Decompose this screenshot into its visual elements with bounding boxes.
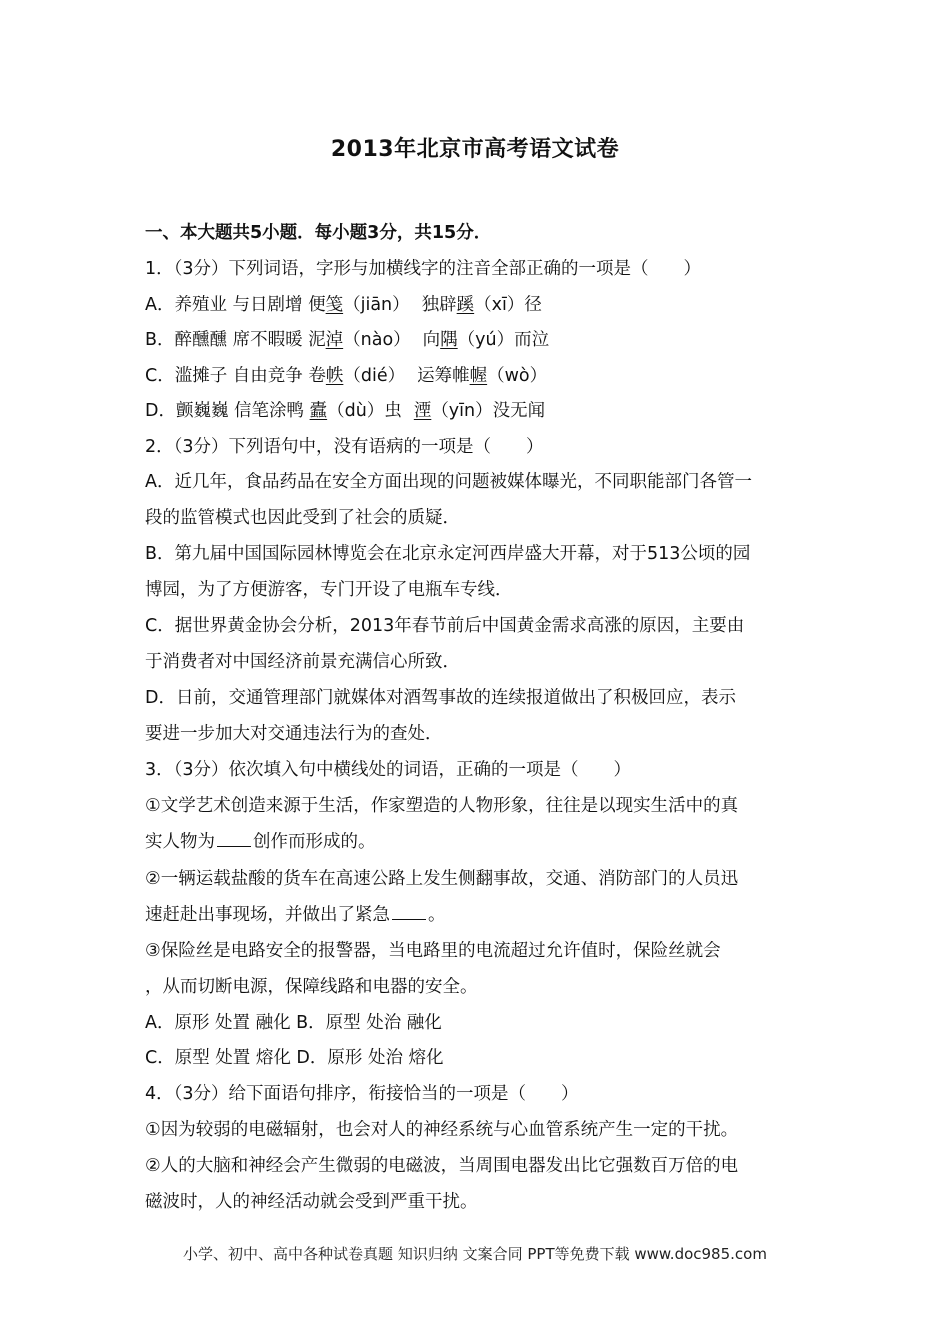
q3-sentence2-line2 <box>145 903 810 927</box>
q2-option-d-line2: 要进一步加大对交通违法行为的查处． <box>145 724 443 744</box>
q4-sentence2-line2: 磁波时，人的神经活动就会受到严重干扰。 <box>145 1192 478 1212</box>
q1-c-pinyin-2: （wò） <box>487 366 548 386</box>
q2-option-a-line1: A．近几年，食品药品在安全方面出现的问题被媒体曝光，不同职能部门各管一 <box>145 472 752 492</box>
q1-b-underlined-1: 淖 <box>325 330 344 350</box>
q3-sentence3-line1: ③保险丝是电路安全的报警器，当电路里的电流超过允许值时，保险丝就会 <box>145 941 721 961</box>
page-footer: 小学、初中、高中各种试卷真题 知识归纳 文案合同 PPT等免费下载 www.doc985.com <box>183 1245 767 1263</box>
q3-s1-pre: 实人物为 <box>145 832 215 852</box>
q3-sentence1-line2 <box>145 830 810 854</box>
q1-d-text: D．颤巍巍 信笔涂鸭 <box>145 401 310 421</box>
q1-a-pinyin-1: （jiān） <box>343 295 410 315</box>
q3-s2-post: 。 <box>428 905 446 925</box>
q3-sentence2-line1: ②一辆运载盐酸的货车在高速公路上发生侧翻事故，交通、消防部门的人员迅 <box>145 869 739 889</box>
q1-b-text: B．醉醺醺 席不暇暖 泥 <box>145 330 326 350</box>
q3-sentence3-line2: ，从而切断电源，保障线路和电器的安全。 <box>145 977 478 997</box>
q1-b-text-2: 向 <box>422 330 441 350</box>
q1-c-underlined-2: 幄 <box>469 366 488 386</box>
q1-a-pinyin-2: （xī）径 <box>474 295 542 315</box>
page-title: 2013年北京市高考语文试卷 <box>330 137 620 162</box>
q1-d-pinyin-1: （dù）虫 <box>327 401 402 421</box>
q3-s1-post: 创作而形成的。 <box>253 832 376 852</box>
q3-blank-2 <box>392 903 426 920</box>
q1-d-underlined-1: 蠹 <box>309 401 328 421</box>
q4-sentence1: ①因为较弱的电磁辐射，也会对人的神经系统与心血管系统产生一定的干扰。 <box>145 1120 739 1140</box>
q3-sentence1-line1: ①文学艺术创造来源于生活，作家塑造的人物形象，往往是以现实生活中的真 <box>145 796 739 816</box>
q4-sentence2-line1: ②人的大脑和神经会产生微弱的电磁波，当周围电器发出比它强数百万倍的电 <box>145 1156 739 1176</box>
q1-d-pinyin-2: （yīn）没无闻 <box>431 401 546 421</box>
q2-stem: 2．（3分）下列语句中，没有语病的一项是（ ） <box>145 437 544 457</box>
q1-option-d <box>145 399 810 423</box>
q2-option-d-line1: D．日前，交通管理部门就媒体对酒驾事故的连续报道做出了积极回应，表示 <box>145 688 736 708</box>
q2-option-b-line2: 博园，为了方便游客，专门开设了电瓶车专线． <box>145 580 513 600</box>
q2-option-c-line2: 于消费者对中国经济前景充满信心所致． <box>145 652 460 672</box>
q1-b-pinyin-1: （nào） <box>343 330 411 350</box>
q1-b-underlined-2: 隅 <box>440 330 458 350</box>
q1-a-underlined-1: 笺 <box>325 295 344 315</box>
q2-option-b-line1: B．第九届中国国际园林博览会在北京永定河西岸盛大开幕，对于513公顷的园 <box>145 544 751 564</box>
q3-blank-1 <box>217 830 251 847</box>
q1-c-text-2: 运筹帷 <box>417 366 470 386</box>
q1-c-text: C．滥摊子 自由竞争 卷 <box>145 366 326 386</box>
q4-stem: 4．（3分）给下面语句排序，衔接恰当的一项是（ ） <box>145 1084 579 1104</box>
q2-option-c-line1: C．据世界黄金协会分析，2013年春节前后中国黄金需求高涨的原因，主要由 <box>145 616 745 636</box>
q1-option-a <box>145 293 810 317</box>
q1-a-text-2: 独辟 <box>421 295 457 315</box>
q1-option-b <box>145 328 810 352</box>
q1-d-underlined-2: 湮 <box>413 401 432 421</box>
q1-b-pinyin-2: （yú）而泣 <box>457 330 550 350</box>
q3-stem: 3．（3分）依次填入句中横线处的词语，正确的一项是（ ） <box>145 760 632 780</box>
q3-options-ab: A．原形 处置 融化 B．原型 处治 融化 <box>145 1013 442 1033</box>
section-heading: 一、本大题共5小题．每小题3分，共15分． <box>145 223 492 243</box>
q3-s2-pre: 速赶赴出事现场，并做出了紧急 <box>145 905 390 925</box>
q1-a-text: A．养殖业 与日剧增 便 <box>145 295 326 315</box>
q1-c-pinyin-1: （dié） <box>343 366 406 386</box>
q1-option-c <box>145 364 810 388</box>
q2-option-a-line2: 段的监管模式也因此受到了社会的质疑． <box>145 508 460 528</box>
q1-c-underlined-1: 帙 <box>325 366 344 386</box>
q3-options-cd: C．原型 处置 熔化 D．原形 处治 熔化 <box>145 1048 444 1068</box>
q1-stem: 1．（3分）下列词语，字形与加横线字的注音全部正确的一项是（ ） <box>145 259 702 279</box>
q1-a-underlined-2: 蹊 <box>456 295 475 315</box>
